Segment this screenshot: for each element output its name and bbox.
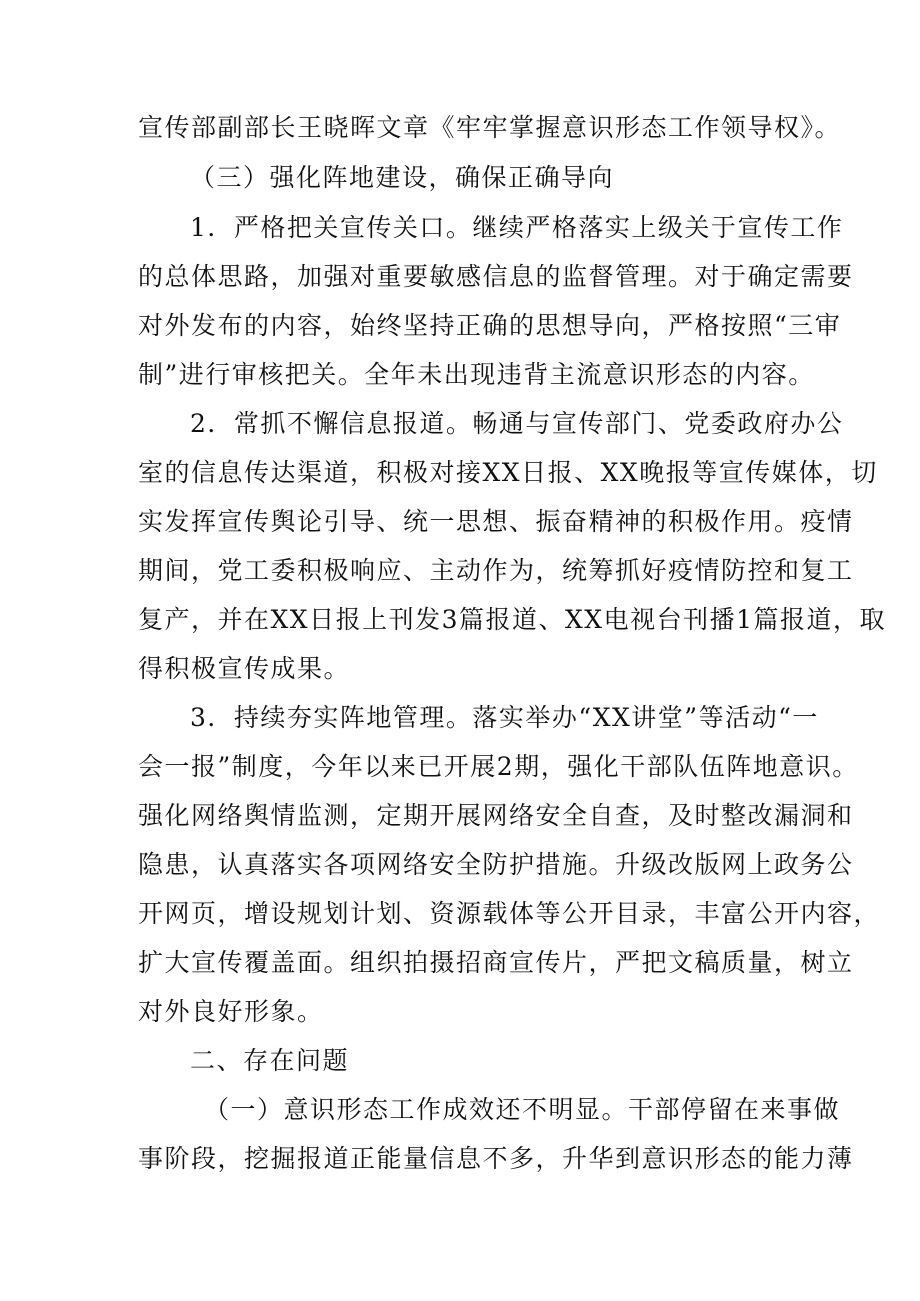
body-line: （一）意识形态工作成效还不明显。干部停留在来事做: [204, 1095, 841, 1124]
body-line: 会一报”制度，今年以来已开展2期，强化干部队伍阵地意识。: [138, 752, 859, 781]
section-heading: （三）强化阵地建设，确保正确导向: [190, 163, 615, 192]
body-line: 的总体思路，加强对重要敏感信息的监督管理。对于确定需要: [138, 262, 854, 291]
body-line: 3．持续夯实阵地管理。落实举办“XX讲堂”等活动“一: [190, 703, 819, 732]
body-line: 得积极宣传成果。: [138, 654, 351, 683]
body-line: 开网页，增设规划计划、资源载体等公开目录，丰富公开内容，: [138, 899, 881, 928]
body-line: 制”进行审核把关。全年未出现违背主流意识形态的内容。: [138, 360, 815, 389]
section-heading: 二、存在问题: [190, 1046, 350, 1075]
body-line: 2．常抓不懈信息报道。畅通与宣传部门、党委政府办公: [190, 409, 844, 438]
body-line: 对外发布的内容，始终坚持正确的思想导向，严格按照“三审: [138, 311, 842, 340]
body-line: 对外良好形象。: [138, 997, 324, 1026]
body-line: 宣传部副部长王晓晖文章《牢牢掌握意识形态工作领导权》。: [138, 113, 842, 142]
body-line: 复产，并在XX日报上刊发3篇报道、XX电视台刊播1篇报道，取: [138, 605, 887, 634]
body-line: 实发挥宣传舆论引导、统一思想、振奋精神的积极作用。疫情: [138, 507, 854, 536]
body-line: 强化网络舆情监测，定期开展网络安全自查，及时整改漏洞和: [138, 801, 854, 830]
body-line: 事阶段，挖掘报道正能量信息不多，升华到意识形态的能力薄: [138, 1144, 854, 1173]
body-line: 扩大宣传覆盖面。组织拍摄招商宣传片，严把文稿质量，树立: [138, 948, 854, 977]
body-line: 室的信息传达渠道，积极对接XX日报、XX晚报等宣传媒体，切: [138, 458, 878, 487]
body-line: 1．严格把关宣传关口。继续严格落实上级关于宣传工作: [190, 213, 844, 242]
body-line: 隐患，认真落实各项网络安全防护措施。升级改版网上政务公: [138, 850, 854, 879]
body-line: 期间，党工委积极响应、主动作为，统筹抓好疫情防控和复工: [138, 556, 854, 585]
